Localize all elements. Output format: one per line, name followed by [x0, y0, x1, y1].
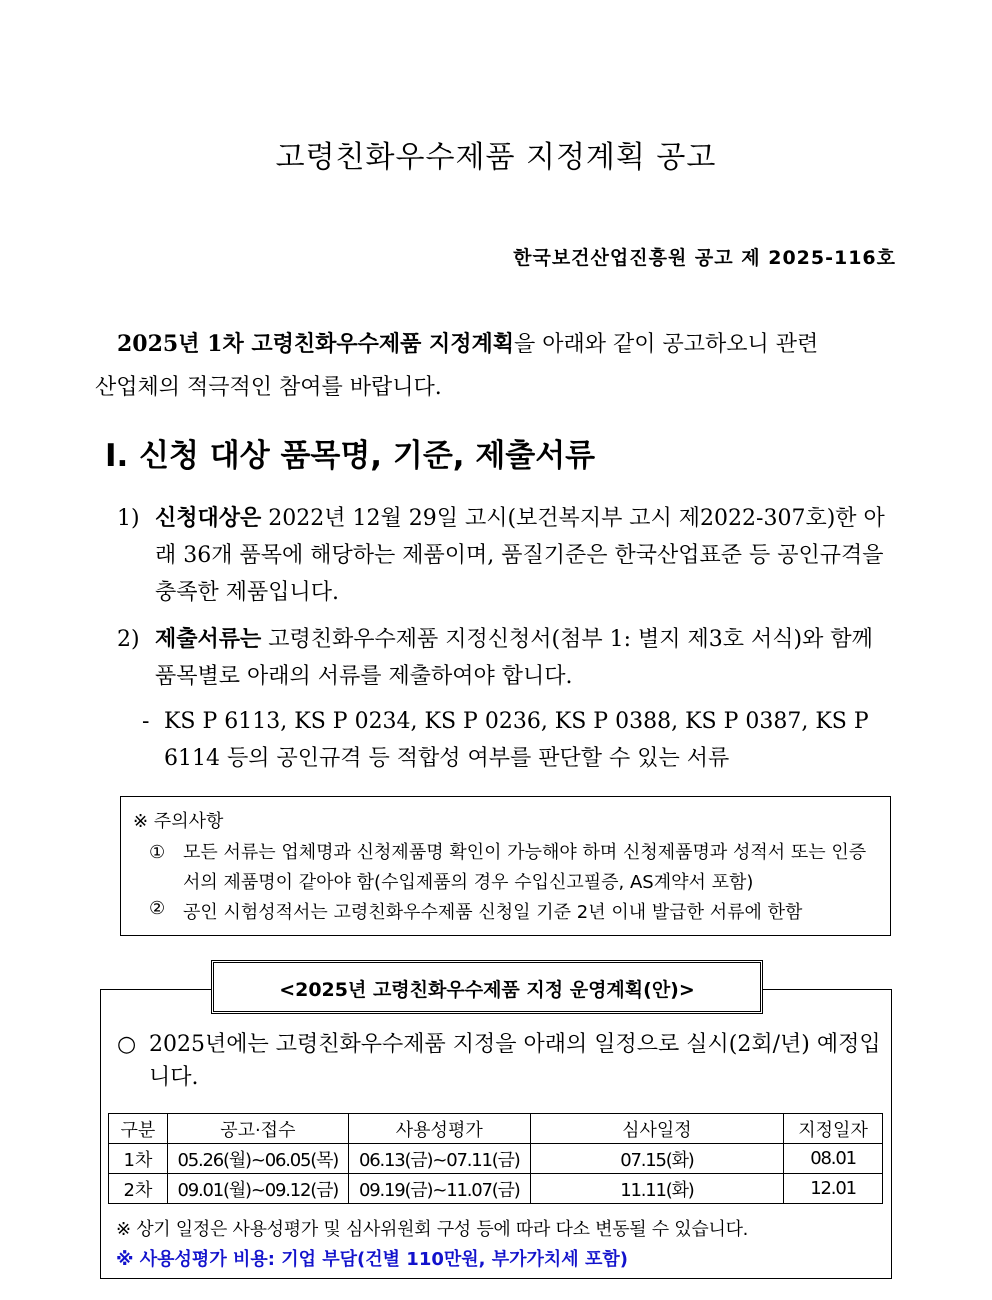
item-number: 1): [117, 506, 140, 531]
schedule-table: [108, 1113, 883, 1204]
item-bold: 제출서류는: [155, 626, 262, 652]
caution-text: 공인 시험성적서는 고령친화우수제품 신청일 기준 2년 이내 발급한 서류에 한함: [183, 902, 803, 923]
item-body: 고령친화우수제품 지정신청서(첨부 1: 별지 제3호 서식)와 함께 품목별로 아래의 서류를 제출하여야 합니다.: [155, 627, 873, 689]
caution-number: ①: [149, 842, 166, 863]
plan-bullet: [117, 1028, 887, 1094]
caution-item-1: [149, 838, 881, 898]
table-cell: 11.11(화): [530, 1174, 783, 1204]
dash-text: KS P 6113, KS P 0234, KS P 0236, KS P 0388, KS P 0387, KS P 6114 등의 공인규격 등 적합성 여부를 판단할 수 있는 서류: [164, 709, 869, 771]
table-cell: 2차: [109, 1174, 168, 1204]
table-cell: 1차: [109, 1144, 168, 1174]
circle-bullet-icon: ○: [117, 1032, 137, 1057]
table-cell: 05.26(월)~06.05(목): [167, 1144, 348, 1174]
caution-box: [120, 796, 891, 936]
dash-item: [142, 703, 898, 777]
plan-bullet-text: 2025년에는 고령친화우수제품 지정을 아래의 일정으로 실시(2회/년) 예정입니다.: [149, 1032, 881, 1090]
table-row: [109, 1144, 883, 1174]
column-header: 구분: [109, 1114, 168, 1144]
cost-note: ※ 사용성평가 비용: 기업 부담(건별 110만원, 부가가치세 포함): [116, 1249, 628, 1270]
intro-line-2: 산업체의 적극적인 참여를 바랍니다.: [95, 375, 442, 400]
table-cell: 06.13(금)~07.11(금): [348, 1144, 530, 1174]
table-cell: 07.15(화): [530, 1144, 783, 1174]
item-text: [117, 621, 897, 695]
item-body: 2022년 12월 29일 고시(보건복지부 고시 제2022-307호)한 아래 36개 품목에 해당하는 제품이며, 품질기준은 한국산업표준 등 공인규격을 충족한 제품입니다.: [155, 506, 885, 605]
list-item-2: [117, 621, 897, 695]
list-item-1: [117, 500, 897, 611]
caution-item-2: [149, 898, 881, 924]
item-text: [117, 500, 897, 611]
caution-number: ②: [149, 898, 166, 919]
intro-line-1: [95, 323, 897, 366]
caution-text: 모든 서류는 업체명과 신청제품명 확인이 가능해야 하며 신청제품명과 성적서 또는 인증서의 제품명이 같아야 함(수입제품의 경우 수입신고필증, AS계약서 포함): [183, 842, 867, 893]
column-header: 심사일정: [530, 1114, 783, 1144]
document-title: 고령친화우수제품 지정계획 공고: [275, 140, 717, 175]
column-header: 지정일자: [784, 1114, 883, 1144]
intro-paragraph: [95, 323, 897, 409]
table-cell: 09.01(월)~09.12(금): [167, 1174, 348, 1204]
table-cell: 08.01: [784, 1144, 883, 1174]
item-number: 2): [117, 627, 140, 652]
intro-rest: 을 아래와 같이 공고하오니 관련: [514, 332, 819, 357]
plan-box: [100, 989, 892, 1279]
table-row: [109, 1174, 883, 1204]
column-header: 공고·접수: [167, 1114, 348, 1144]
table-cell: 12.01: [784, 1174, 883, 1204]
plan-title: <2025년 고령친화우수제품 지정 운영계획(안)>: [211, 960, 763, 1014]
dash-marker: -: [142, 709, 150, 734]
section-heading: Ⅰ. 신청 대상 품목명, 기준, 제출서류: [105, 438, 596, 474]
table-header-row: [109, 1114, 883, 1144]
item-bold: 신청대상은: [155, 505, 262, 531]
intro-bold: 2025년 1차 고령친화우수제품 지정계획: [117, 331, 515, 357]
column-header: 사용성평가: [348, 1114, 530, 1144]
caution-heading: ※ 주의사항: [133, 811, 224, 832]
schedule-note: ※ 상기 일정은 사용성평가 및 심사위원회 구성 등에 따라 다소 변동될 수 있습니다.: [116, 1219, 749, 1240]
table-cell: 09.19(금)~11.07(금): [348, 1174, 530, 1204]
notice-number: 한국보건산업진흥원 공고 제 2025-116호: [513, 247, 896, 269]
